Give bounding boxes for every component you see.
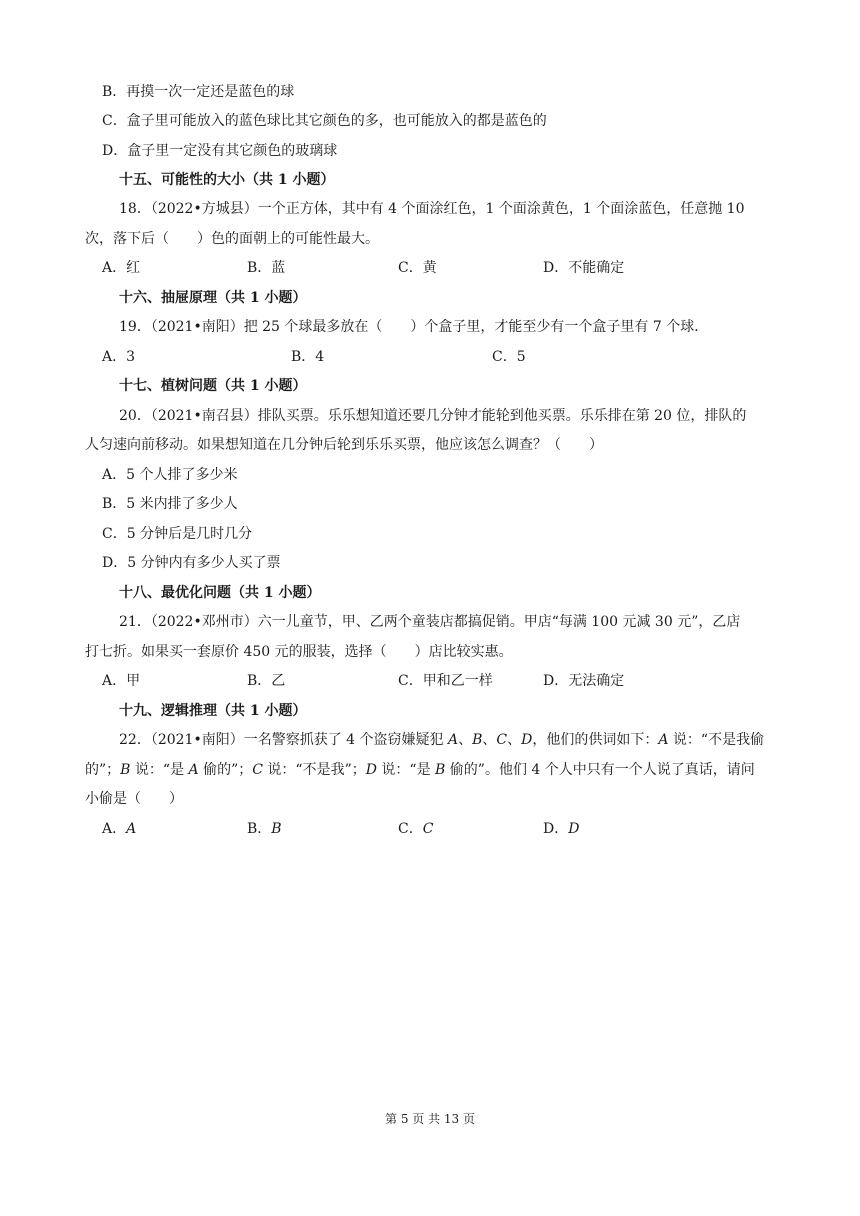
q18-option-a: A．红 [102, 260, 141, 276]
q22-option-c: C．C [398, 821, 434, 837]
q21-option-a: A．甲 [102, 673, 141, 689]
q20-option-a: A．5 个人排了多少米 [102, 467, 238, 483]
q19-option-b: B．4 [291, 349, 325, 365]
section-heading-17: 十七、植树问题（共 1 小题） [119, 378, 307, 394]
section-heading-18: 十八、最优化问题（共 1 小题） [119, 585, 321, 601]
section-heading-19: 十九、逻辑推理（共 1 小题） [119, 703, 307, 719]
q22-option-a: A．A [102, 821, 137, 837]
q18-option-b: B．蓝 [247, 260, 286, 276]
q17-option-b: B．再摸一次一定还是蓝色的球 [102, 84, 295, 100]
q21-option-b: B．乙 [247, 673, 286, 689]
q17-option-c: C．盒子里可能放入的蓝色球比其它颜色的多，也可能放入的都是蓝色的 [102, 113, 547, 129]
q21-option-c: C．甲和乙一样 [398, 673, 493, 689]
q22-option-d: D．D [543, 821, 580, 837]
q21-text-line2: 打七折。如果买一套原价 450 元的服装，选择（ ）店比较实惠。 [85, 644, 513, 660]
q20-option-d: D．5 分钟内有多少人买了票 [102, 555, 281, 571]
q18-text-line1: 18．（2022•方城县）一个正方体，其中有 4 个面涂红色，1 个面涂黄色，1 个面涂蓝色，任意抛 10 [119, 201, 745, 217]
section-heading-16: 十六、抽屉原理（共 1 小题） [119, 290, 307, 306]
q22-text-line1: 22．（2021•南阳）一名警察抓获了 4 个盗窃嫌疑犯 A、B、C、D，他们的供词如下：A 说：“不是我偷 [119, 732, 765, 748]
q18-option-d: D．不能确定 [543, 260, 625, 276]
q22-option-b: B．B [247, 821, 282, 837]
q17-option-d: D．盒子里一定没有其它颜色的玻璃球 [102, 143, 338, 159]
q20-option-c: C．5 分钟后是几时几分 [102, 526, 253, 542]
q22-text-line3: 小偷是（ ） [85, 791, 183, 807]
q19-option-c: C．5 [492, 349, 526, 365]
q20-text-line2: 人匀速向前移动。如果想知道在几分钟后轮到乐乐买票，他应该怎么调查？（ ） [85, 437, 603, 453]
page-footer: 第 5 页 共 13 页 [385, 1112, 475, 1126]
section-heading-15: 十五、可能性的大小（共 1 小题） [119, 172, 335, 188]
q18-option-c: C．黄 [398, 260, 437, 276]
q21-text-line1: 21．（2022•邓州市）六一儿童节，甲、乙两个童装店都搞促销。甲店“每满 100 元减 30 元”，乙店 [119, 614, 741, 630]
q20-option-b: B．5 米内排了多少人 [102, 496, 238, 512]
q19-text-line1: 19．（2021•南阳）把 25 个球最多放在（ ）个盒子里，才能至少有一个盒子里有 7 个球． [119, 319, 709, 335]
q21-option-d: D．无法确定 [543, 673, 625, 689]
q19-option-a: A．3 [102, 349, 136, 365]
q20-text-line1: 20．（2021•南召县）排队买票。乐乐想知道还要几分钟才能轮到他买票。乐乐排在第 20 位，排队的 [119, 408, 747, 424]
q18-text-line2: 次，落下后（ ）色的面朝上的可能性最大。 [85, 231, 379, 247]
q22-text-line2: 的”；B 说：“是 A 偷的”；C 说：“不是我”；D 说：“是 B 偷的”。他们 4 个人中只有一个人说了真话，请问 [85, 762, 755, 778]
